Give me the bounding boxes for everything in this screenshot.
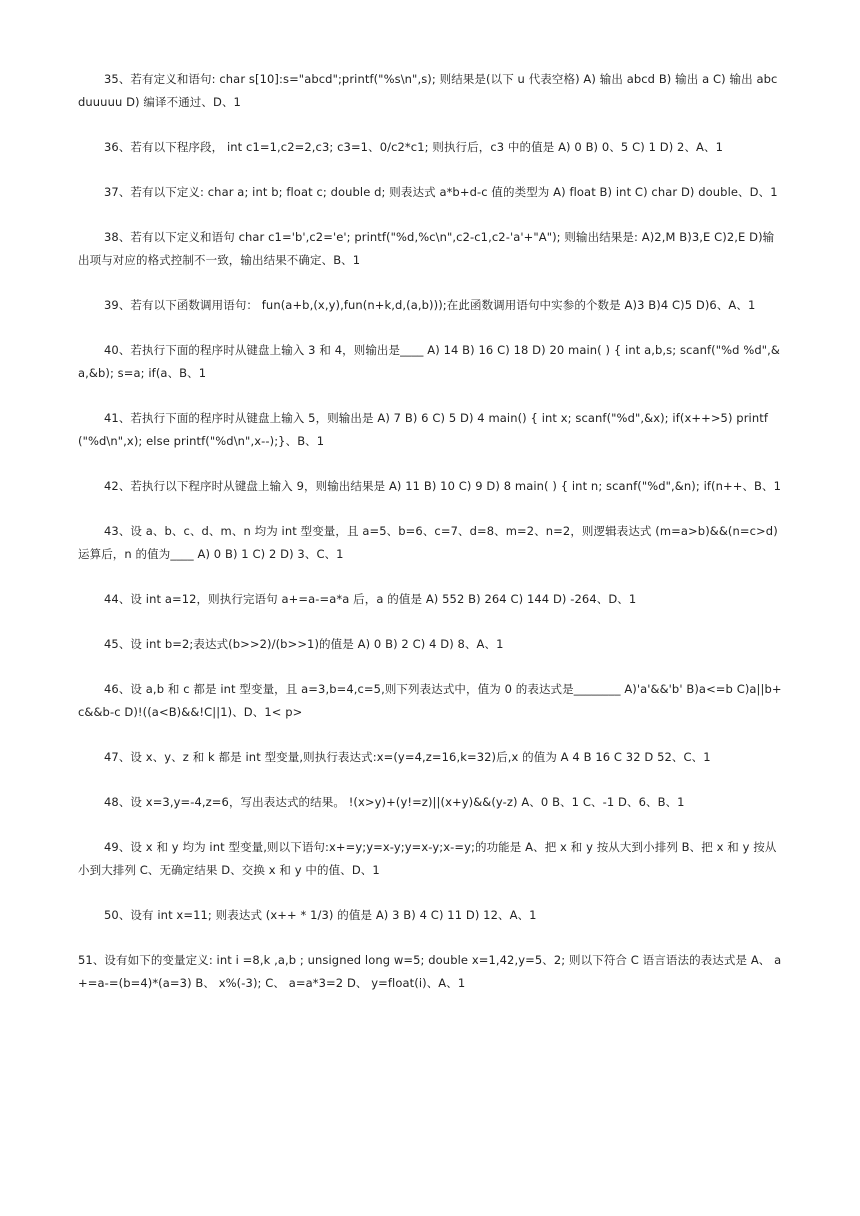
- question-50: 50、设有 int x=11; 则表达式 (x++ * 1/3) 的值是 A) 3 B) 4 C) 11 D) 12、A、1: [104, 908, 537, 922]
- question-46: 46、设 a,b 和 c 都是 int 型变量，且 a=3,b=4,c=5,则下列表达式中，值为 0 的表达式是________ A)'a'&&'b' B)a<=b C)a||b+c&&b-c D)!((a<B)&&!C||1)、D、1< p>: [78, 682, 782, 719]
- question-40: 40、若执行下面的程序时从键盘上输入 3 和 4，则输出是____ A) 14 B) 16 C) 18 D) 20 main( ) { int a,b,s; scanf("%d %d",&a,&b); s=a; if(a、B、1: [78, 343, 780, 380]
- question-48: 48、设 x=3,y=-4,z=6，写出表达式的结果。 !(x>y)+(y!=z)||(x+y)&&(y-z) A、0 B、1 C、-1 D、6、B、1: [104, 795, 685, 809]
- question-43: 43、设 a、b、c、d、m、n 均为 int 型变量，且 a=5、b=6、c=7、d=8、m=2、n=2，则逻辑表达式 (m=a>b)&&(n=c>d)运算后，n 的值为____ A) 0 B) 1 C) 2 D) 3、C、1: [78, 524, 778, 561]
- question-37: 37、若有以下定义: char a; int b; float c; double d; 则表达式 a*b+d-c 值的类型为 A) float B) int C) char D) double、D、1: [104, 185, 778, 199]
- question-45: 45、设 int b=2;表达式(b>>2)/(b>>1)的值是 A) 0 B) 2 C) 4 D) 8、A、1: [104, 637, 504, 651]
- question-42: 42、若执行以下程序时从键盘上输入 9，则输出结果是 A) 11 B) 10 C) 9 D) 8 main( ) { int n; scanf("%d",&n); if(n++、B、1: [104, 479, 782, 493]
- question-51: 51、设有如下的变量定义: int i =8,k ,a,b ; unsigned long w=5; double x=1,42,y=5、2; 则以下符合 C 语言语法的表达式是 A、 a+=a-=(b=4)*(a=3) B、 x%(-3); C、 a=a*3=2 D、 y=float(i)、A、1: [78, 953, 782, 990]
- question-35: 35、若有定义和语句: char s[10]:s="abcd";printf("%s\n",s); 则结果是(以下 u 代表空格) A) 输出 abcd B) 输出 a C) 输出 abcduuuuu D) 编译不通过、D、1: [78, 72, 778, 109]
- question-49: 49、设 x 和 y 均为 int 型变量,则以下语句:x+=y;y=x-y;y=x-y;x-=y;的功能是 A、把 x 和 y 按从大到小排列 B、把 x 和 y 按从小到大排列 C、无确定结果 D、交换 x 和 y 中的值、D、1: [78, 840, 777, 877]
- question-47: 47、设 x、y、z 和 k 都是 int 型变量,则执行表达式:x=(y=4,z=16,k=32)后,x 的值为 A 4 B 16 C 32 D 52、C、1: [104, 750, 711, 764]
- question-38: 38、若有以下定义和语句 char c1='b',c2='e'; printf("%d,%c\n",c2-c1,c2-'a'+"A"); 则输出结果是: A)2,M B)3,E C)2,E D)输出项与对应的格式控制不一致，输出结果不确定、B、1: [78, 230, 775, 267]
- question-44: 44、设 int a=12，则执行完语句 a+=a-=a*a 后，a 的值是 A) 552 B) 264 C) 144 D) -264、D、1: [104, 592, 637, 606]
- question-36: 36、若有以下程序段， int c1=1,c2=2,c3; c3=1、0/c2*c1; 则执行后，c3 中的值是 A) 0 B) 0、5 C) 1 D) 2、A、1: [104, 140, 724, 154]
- question-41: 41、若执行下面的程序时从键盘上输入 5，则输出是 A) 7 B) 6 C) 5 D) 4 main() { int x; scanf("%d",&x); if(x++>5) printf("%d\n",x); else printf("%d\n",x--);}、B、1: [78, 411, 768, 448]
- question-39: 39、若有以下函数调用语句： fun(a+b,(x,y),fun(n+k,d,(a,b)));在此函数调用语句中实参的个数是 A)3 B)4 C)5 D)6、A、1: [104, 298, 756, 312]
